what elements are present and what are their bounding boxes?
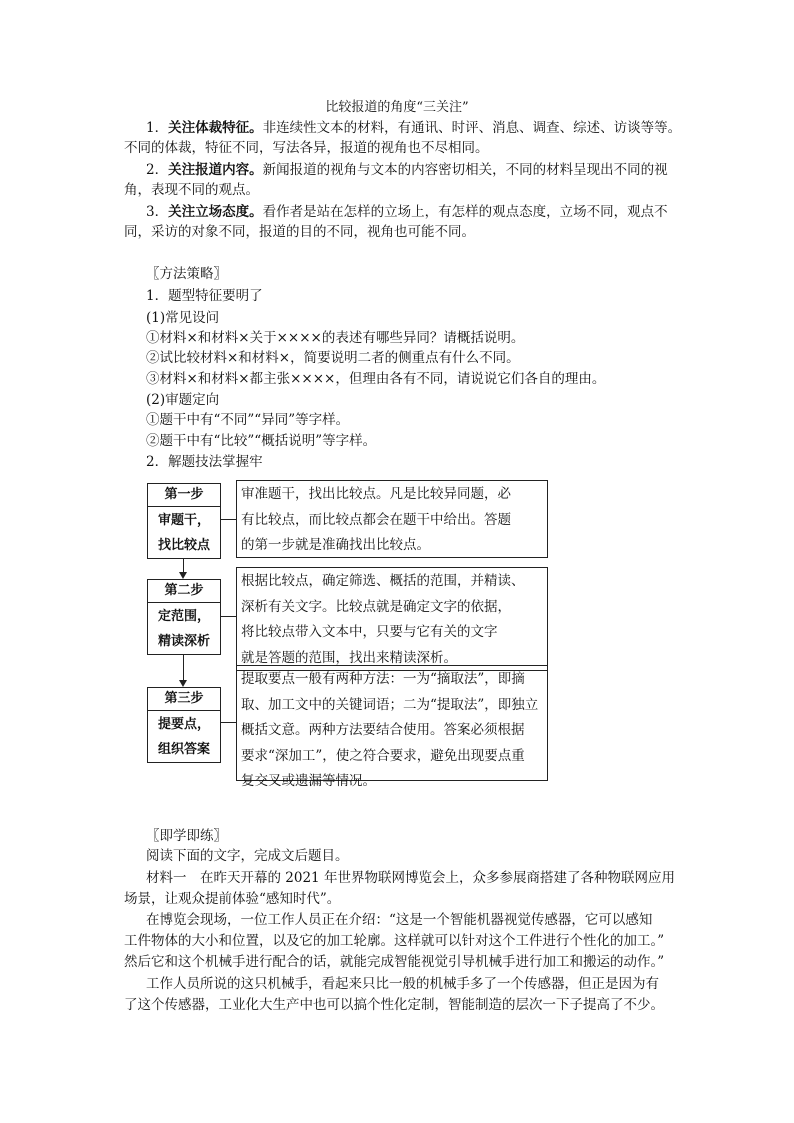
direction-1: ①题干中有“不同”“异同”等字样。 — [146, 412, 350, 428]
step-1-connector — [220, 519, 236, 520]
step-2-body-line1: 定范围， — [157, 609, 210, 624]
step-2-description: 根据比较点，确定筛选、概括的范围，并精读、 深析有关文字。比较点就是确定文字的依据， 将比较点带入文本中，只要与它有关的文字 就是答题的范围，找出来精读深析。 — [236, 567, 548, 671]
material-1-line-1: 材料一 在昨天开幕的 2021 年世界物联网博览会上，众多参展商搭建了各种物联网应用 — [146, 870, 675, 886]
paragraph-3-line-2: 了这个传感器，工业化大生产中也可以搞个性化定制，智能制造的层次一下子提高了不少。 — [124, 997, 664, 1013]
step-1-body-line1: 审题干， — [157, 513, 210, 528]
question-3: ③材料×和材料×都主张××××，但理由各有不同，请说说它们各自的理由。 — [146, 371, 606, 387]
material-1-line-2: 场景，让观众提前体验“感知时代”。 — [124, 891, 341, 907]
method-sub2: 2．解题技法掌握牢 — [146, 454, 263, 470]
step-3-box — [147, 687, 221, 763]
paragraph-2-line-1: 在博览会现场，一位工作人员正在介绍：“这是一个智能机器视觉传感器，它可以感知 — [146, 912, 653, 928]
method-sub1b: (2)审题定向 — [146, 392, 220, 408]
page-title: 比较报道的角度“三关注” — [325, 100, 469, 115]
step-2-body-line2: 精读深析 — [157, 634, 210, 649]
paragraph-2-line-2: 工件物体的大小和位置，以及它的加工轮廓。这样就可以针对这个工件进行个性化的加工。” — [124, 933, 665, 949]
paragraph-2-line-3: 然后它和这个机械手进行配合的话，就能完成智能视觉引导机械手进行加工和搬运的动作。” — [124, 954, 665, 970]
direction-2: ②题干中有“比较”“概括说明”等字样。 — [146, 433, 377, 449]
arrow-down-icon — [179, 680, 187, 687]
step-2-head: 第二步 — [148, 580, 220, 603]
step-3-connector — [220, 722, 236, 723]
step-1-box — [147, 483, 221, 559]
method-heading: 〖方法策略〗 — [146, 266, 227, 282]
focus-item-2: 2．关注报道内容。新闻报道的视角与文本的内容密切相关，不同的材料呈现出不同的视 — [146, 162, 668, 178]
question-1: ①材料×和材料×关于××××的表述有哪些异同？请概括说明。 — [146, 330, 525, 346]
step-1-head: 第一步 — [148, 484, 220, 507]
method-sub1: 1．题型特征要明了 — [146, 288, 263, 304]
step-2-box — [147, 579, 221, 655]
step-1-description: 审准题干，找出比较点。凡是比较异同题，必 有比较点，而比较点都会在题干中给出。答题 的第一步就是准确找出比较点。 — [236, 480, 548, 558]
practice-heading: 〖即学即练〗 — [146, 828, 227, 844]
focus-key-2: 关注报道内容。 — [168, 162, 263, 178]
method-sub1a: (1)常见设问 — [146, 310, 220, 326]
focus-key-1: 关注体裁特征。 — [168, 120, 263, 136]
question-2: ②试比较材料×和材料×，简要说明二者的侧重点有什么不同。 — [146, 350, 520, 366]
focus-item-2-cont: 角，表现不同的观点。 — [124, 182, 259, 198]
step-3-head: 第三步 — [148, 688, 220, 711]
focus-item-3: 3．关注立场态度。看作者是站在怎样的立场上，有怎样的观点态度，立场不同，观点不 — [146, 204, 668, 220]
focus-key-3: 关注立场态度。 — [168, 204, 263, 220]
focus-item-1-cont: 不同的体裁，特征不同，写法各异，报道的视角也不尽相同。 — [124, 140, 489, 156]
step-1-body-line2: 找比较点 — [157, 538, 210, 553]
step-2-connector — [220, 616, 236, 617]
step-3-body-line1: 提要点， — [157, 717, 210, 732]
arrow-down-icon — [179, 572, 187, 579]
step-3-body-line2: 组织答案 — [157, 742, 210, 757]
focus-item-3-cont: 同，采访的对象不同，报道的目的不同，视角也可能不同。 — [124, 224, 475, 240]
practice-instruction: 阅读下面的文字，完成文后题目。 — [146, 848, 349, 864]
paragraph-3-line-1: 工作人员所说的这只机械手，看起来只比一般的机械手多了一个传感器，但正是因为有 — [146, 976, 659, 992]
focus-item-1: 1．关注体裁特征。非连续性文本的材料，有通讯、时评、消息、调查、综述、访谈等等。 — [146, 120, 682, 136]
step-3-description: 提取要点一般有两种方法：一为“摘取法”，即摘 取、加工文中的关键词语；二为“提取法”，即独立 概括文意。两种方法要结合使用。答案必须根据 要求“深加工”，使之符合要求，避免出现要点重 复交叉或遗漏等情况。 — [236, 665, 548, 781]
flow-line-2 — [183, 654, 184, 682]
